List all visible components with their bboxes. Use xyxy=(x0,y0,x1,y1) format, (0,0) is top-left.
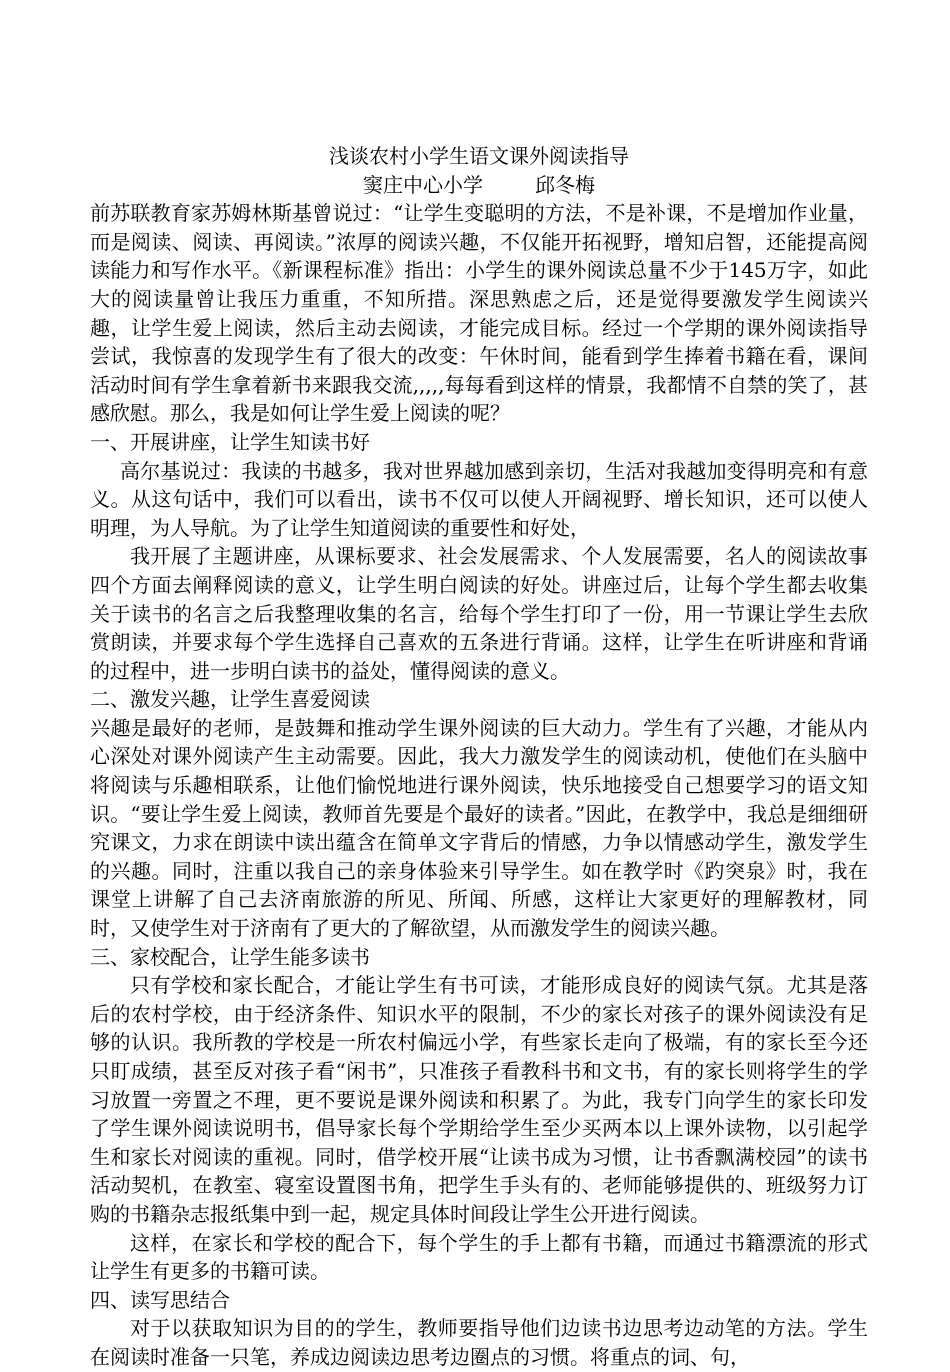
author-school: 窦庄中心小学 xyxy=(363,172,483,197)
section-3-heading: 三、家校配合，让学生能多读书 xyxy=(90,944,370,969)
intro-paragraph: 前苏联教育家苏姆林斯基曾说过：“让学生变聪明的方法，不是补课，不是增加作业量，而是阅读、阅读、再阅读。”浓厚的阅读兴趣，不仅能开拓视野，增知启智，还能提高阅读能力和写作水平。《新课程标准》指出：小学生的课外阅读总量不少于145万字，如此大的阅读量曾让我压力重重，不知所措。深思熟虑之后，还是觉得要激发学生阅读兴趣，让学生爱上阅读，然后主动去阅读，才能完成目标。经过一个学期的课外阅读指导尝试，我惊喜的发现学生有了很大的改变：午休时间，能看到学生捧着书籍在看，课间活动时间有学生拿着新书来跟我交流,,,,,每每看到这样的情景，我都情不自禁的笑了，甚感欣慰。那么，我是如何让学生爱上阅读的呢？ xyxy=(90,201,868,426)
section-4-heading: 四、读写思结合 xyxy=(90,1287,230,1312)
section-2-heading: 二、激发兴趣，让学生喜爱阅读 xyxy=(90,687,370,712)
document-title: 浅谈农村小学生语文课外阅读指导 xyxy=(329,144,629,168)
document-page xyxy=(90,142,868,1372)
section-4-paragraph-1: 对于以获取知识为目的的学生，教师要指导他们边读书边思考边动笔的方法。学生在阅读时准备一只笔，养成边阅读边思考边圈点的习惯。将重点的词、句， xyxy=(90,1316,868,1369)
section-3-paragraph-1: 只有学校和家长配合，才能让学生有书可读，才能形成良好的阅读气氛。尤其是落后的农村学校，由于经济条件、知识水平的限制，不少的家长对孩子的课外阅读没有足够的认识。我所教的学校是一所农村偏远小学，有些家长走向了极端，有的家长至今还只盯成绩，甚至反对孩子看“闲书”，只准孩子看教科书和文书，有的家长则将学生的学习放置一旁置之不理，更不要说是课外阅读和积累了。为此，我专门向学生的家长印发了学生课外阅读说明书，倡导家长每个学期给学生至少买两本以上课外读物，以引起学生和家长对阅读的重视。同时，借学校开展“让读书成为习惯，让书香飘满校园”的读书活动契机，在教室、寝室设置图书角，把学生手头有的、老师能够提供的、班级努力订购的书籍杂志报纸集中到一起，规定具体时间段让学生公开进行阅读。 xyxy=(90,973,868,1226)
author-name: 邱冬梅 xyxy=(535,172,595,197)
section-1-paragraph-2: 我开展了主题讲座，从课标要求、社会发展需求、个人发展需要，名人的阅读故事四个方面去阐释阅读的意义，让学生明白阅读的好处。讲座过后，让每个学生都去收集关于读书的名言之后我整理收集的名言，给每个学生打印了一份，用一节课让学生去欣赏朗读，并要求每个学生选择自己喜欢的五条进行背诵。这样，让学生在听讲座和背诵的过程中，进一步明白读书的益处，懂得阅读的意义。 xyxy=(90,544,868,683)
section-2-paragraph-1: 兴趣是最好的老师，是鼓舞和推动学生课外阅读的巨大动力。学生有了兴趣，才能从内心深处对课外阅读产生主动需要。因此，我大力激发学生的阅读动机，使他们在头脑中将阅读与乐趣相联系，让他们愉悦地进行课外阅读，快乐地接受自己想要学习的语文知识。“要让学生爱上阅读，教师首先要是个最好的读者。”因此，在教学中，我总是细细研究课文，力求在朗读中读出蕴含在简单文字背后的情感，力争以情感动学生，激发学生的兴趣。同时，注重以我自己的亲身体验来引导学生。如在教学时《趵突泉》时，我在课堂上讲解了自己去济南旅游的所见、所闻、所感，这样让大家更好的理解教材，同时，又使学生对于济南有了更大的了解欲望，从而激发学生的阅读兴趣。 xyxy=(90,715,868,941)
section-3-paragraph-2: 这样，在家长和学校的配合下，每个学生的手上都有书籍，而通过书籍漂流的形式让学生有更多的书籍可读。 xyxy=(90,1230,868,1284)
section-1-heading: 一、开展讲座，让学生知读书好 xyxy=(90,429,370,454)
section-1-paragraph-1: 高尔基说过：我读的书越多，我对世界越加感到亲切，生活对我越加变得明亮和有意义。从这句话中，我们可以看出，读书不仅可以使人开阔视野、增长知识，还可以使人明理，为人导航。为了让学生知道阅读的重要性和好处， xyxy=(90,458,868,540)
author-line xyxy=(90,171,868,200)
